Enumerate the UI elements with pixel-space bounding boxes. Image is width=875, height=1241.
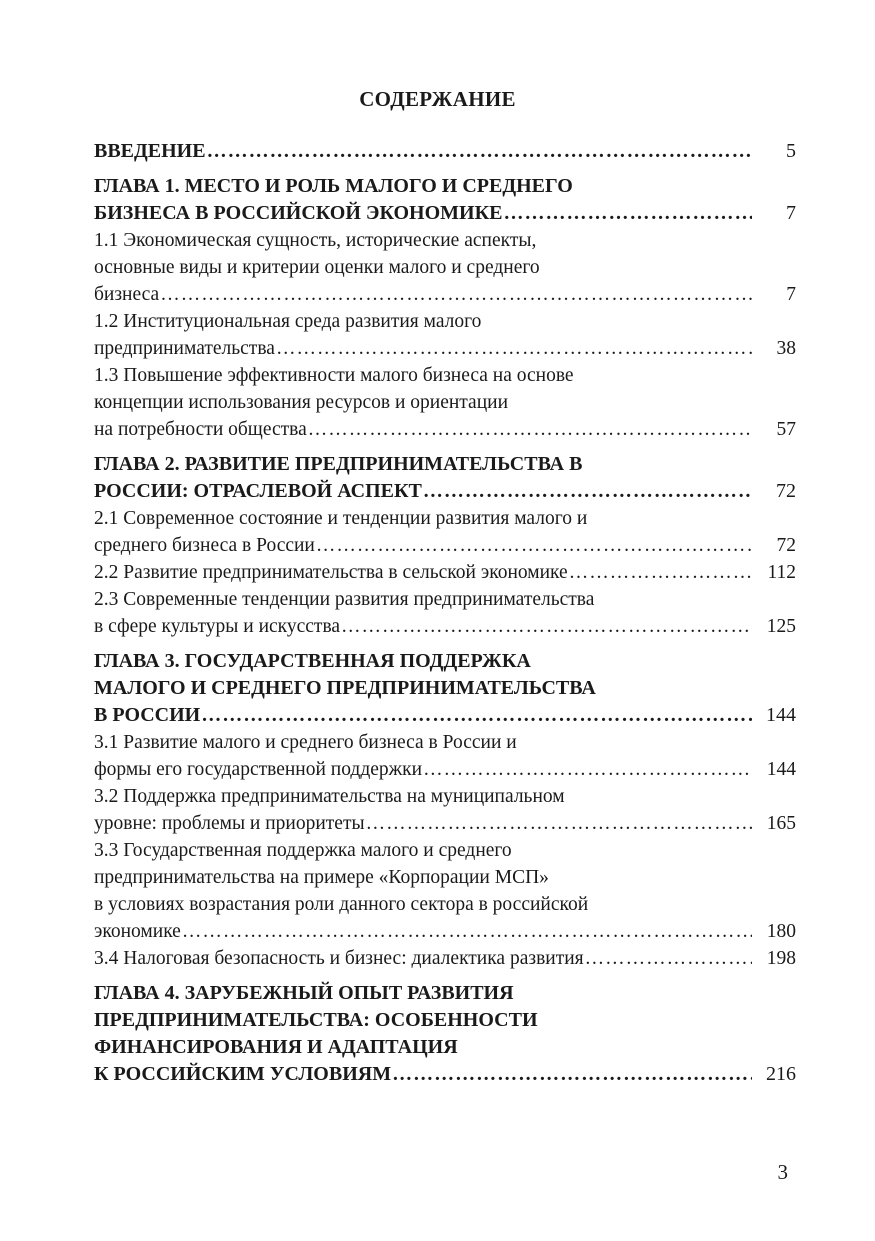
toc-line: 1.3 Повышение эффективности малого бизнеса на основе <box>94 365 574 386</box>
toc-page-number: 125 <box>766 616 796 637</box>
toc-page-number: 72 <box>776 535 796 556</box>
toc-line <box>94 335 796 362</box>
toc-line <box>94 532 796 559</box>
toc-line <box>94 810 796 837</box>
toc-page-number: 7 <box>786 202 796 224</box>
toc-line <box>94 200 796 227</box>
toc-line: ПРЕДПРИНИМАТЕЛЬСТВА: ОСОБЕННОСТИ <box>94 1009 538 1031</box>
toc-section-entry <box>94 837 796 945</box>
toc-line: 3.2 Поддержка предпринимательства на муниципальном <box>94 786 565 807</box>
dot-leader <box>206 138 752 165</box>
toc-line: 1.1 Экономическая сущность, исторические аспекты, <box>94 230 537 251</box>
toc-line: предпринимательства на примере «Корпорации МСП» <box>94 867 549 888</box>
dot-leader <box>365 810 752 837</box>
toc-entry-text: уровне: проблемы и приоритеты <box>94 813 365 834</box>
toc-line <box>94 1061 796 1088</box>
toc-entry-text: экономике <box>94 921 181 942</box>
toc-entry-text: 2.2 Развитие предпринимательства в сельской экономике <box>94 562 568 583</box>
toc-page-number: 57 <box>776 419 796 440</box>
toc-entry-text: в сфере культуры и искусства <box>94 616 341 637</box>
toc-page-number: 198 <box>766 948 796 969</box>
toc-title: СОДЕРЖАНИЕ <box>359 87 516 111</box>
toc-line: ГЛАВА 4. ЗАРУБЕЖНЫЙ ОПЫТ РАЗВИТИЯ <box>94 982 514 1004</box>
toc-page-number: 112 <box>767 562 796 583</box>
toc-page-number: 72 <box>776 480 796 502</box>
toc-entry-text: предпринимательства <box>94 338 275 359</box>
toc-page-number: 144 <box>766 704 796 726</box>
toc-line <box>94 138 796 165</box>
dot-leader <box>391 1061 752 1088</box>
toc-line <box>94 702 796 729</box>
toc-section-entry <box>94 559 796 586</box>
toc-entry-text: БИЗНЕСА В РОССИЙСКОЙ ЭКОНОМИКЕ <box>94 202 503 224</box>
toc-entry-text: бизнеса <box>94 284 160 305</box>
toc-section-entry <box>94 586 796 640</box>
toc-page-number: 144 <box>766 759 796 780</box>
toc-chapter-entry <box>94 138 796 165</box>
toc-section-entry <box>94 505 796 559</box>
toc-entry-text: В РОССИИ <box>94 704 201 726</box>
toc-line: 1.2 Институциональная среда развития малого <box>94 311 482 332</box>
toc-entry-text: К РОССИЙСКИМ УСЛОВИЯМ <box>94 1063 392 1085</box>
toc-line: 2.1 Современное состояние и тенденции развития малого и <box>94 508 588 529</box>
toc-entry-text: среднего бизнеса в России <box>94 535 315 556</box>
toc-line <box>94 416 796 443</box>
toc-line: концепции использования ресурсов и ориентации <box>94 392 509 413</box>
toc-page-number: 165 <box>766 813 796 834</box>
dot-leader <box>159 281 752 308</box>
dot-leader <box>315 532 752 559</box>
toc-page-number: 38 <box>776 338 796 359</box>
toc-line <box>94 478 796 505</box>
dot-leader <box>502 200 752 227</box>
toc-page-number: 216 <box>766 1063 796 1085</box>
dot-leader <box>568 559 752 586</box>
toc-entry-text: на потребности общества <box>94 419 307 440</box>
toc-section-entry <box>94 729 796 783</box>
toc-entry-text: РОССИИ: ОТРАСЛЕВОЙ АСПЕКТ <box>94 480 422 502</box>
toc-section-entry <box>94 227 796 308</box>
toc-line: 3.3 Государственная поддержка малого и среднего <box>94 840 512 861</box>
table-of-contents <box>94 138 796 1088</box>
toc-line <box>94 559 796 586</box>
dot-leader <box>275 335 752 362</box>
toc-chapter-entry <box>94 980 796 1088</box>
dot-leader <box>422 478 752 505</box>
dot-leader <box>307 416 752 443</box>
dot-leader <box>422 756 752 783</box>
toc-line: 3.1 Развитие малого и среднего бизнеса в России и <box>94 732 517 753</box>
dot-leader <box>200 702 752 729</box>
toc-line <box>94 756 796 783</box>
toc-line: ГЛАВА 3. ГОСУДАРСТВЕННАЯ ПОДДЕРЖКА <box>94 650 531 672</box>
toc-line <box>94 613 796 640</box>
toc-line: ФИНАНСИРОВАНИЯ И АДАПТАЦИЯ <box>94 1036 458 1058</box>
toc-line: ГЛАВА 1. МЕСТО И РОЛЬ МАЛОГО И СРЕДНЕГО <box>94 175 573 197</box>
toc-section-entry <box>94 783 796 837</box>
toc-entry-text: ВВЕДЕНИЕ <box>94 140 206 162</box>
toc-line: ГЛАВА 2. РАЗВИТИЕ ПРЕДПРИНИМАТЕЛЬСТВА В <box>94 453 583 475</box>
toc-chapter-entry <box>94 173 796 227</box>
toc-line: МАЛОГО И СРЕДНЕГО ПРЕДПРИНИМАТЕЛЬСТВА <box>94 677 596 699</box>
toc-entry-text: формы его государственной поддержки <box>94 759 423 780</box>
toc-page-number: 5 <box>786 140 796 162</box>
toc-section-entry <box>94 308 796 362</box>
toc-entry-text: 3.4 Налоговая безопасность и бизнес: диалектика развития <box>94 948 584 969</box>
page-number: 3 <box>777 1160 788 1184</box>
toc-page-number: 180 <box>766 921 796 942</box>
dot-leader <box>340 613 752 640</box>
toc-line: в условиях возрастания роли данного сектора в российской <box>94 894 589 915</box>
dot-leader <box>584 945 752 972</box>
toc-chapter-entry <box>94 451 796 505</box>
toc-line: 2.3 Современные тенденции развития предпринимательства <box>94 589 595 610</box>
toc-line <box>94 945 796 972</box>
toc-page-number: 7 <box>786 284 796 305</box>
toc-section-entry <box>94 945 796 972</box>
toc-section-entry <box>94 362 796 443</box>
toc-line <box>94 281 796 308</box>
toc-line <box>94 918 796 945</box>
toc-chapter-entry <box>94 648 796 729</box>
toc-line: основные виды и критерии оценки малого и среднего <box>94 257 540 278</box>
dot-leader <box>181 918 752 945</box>
